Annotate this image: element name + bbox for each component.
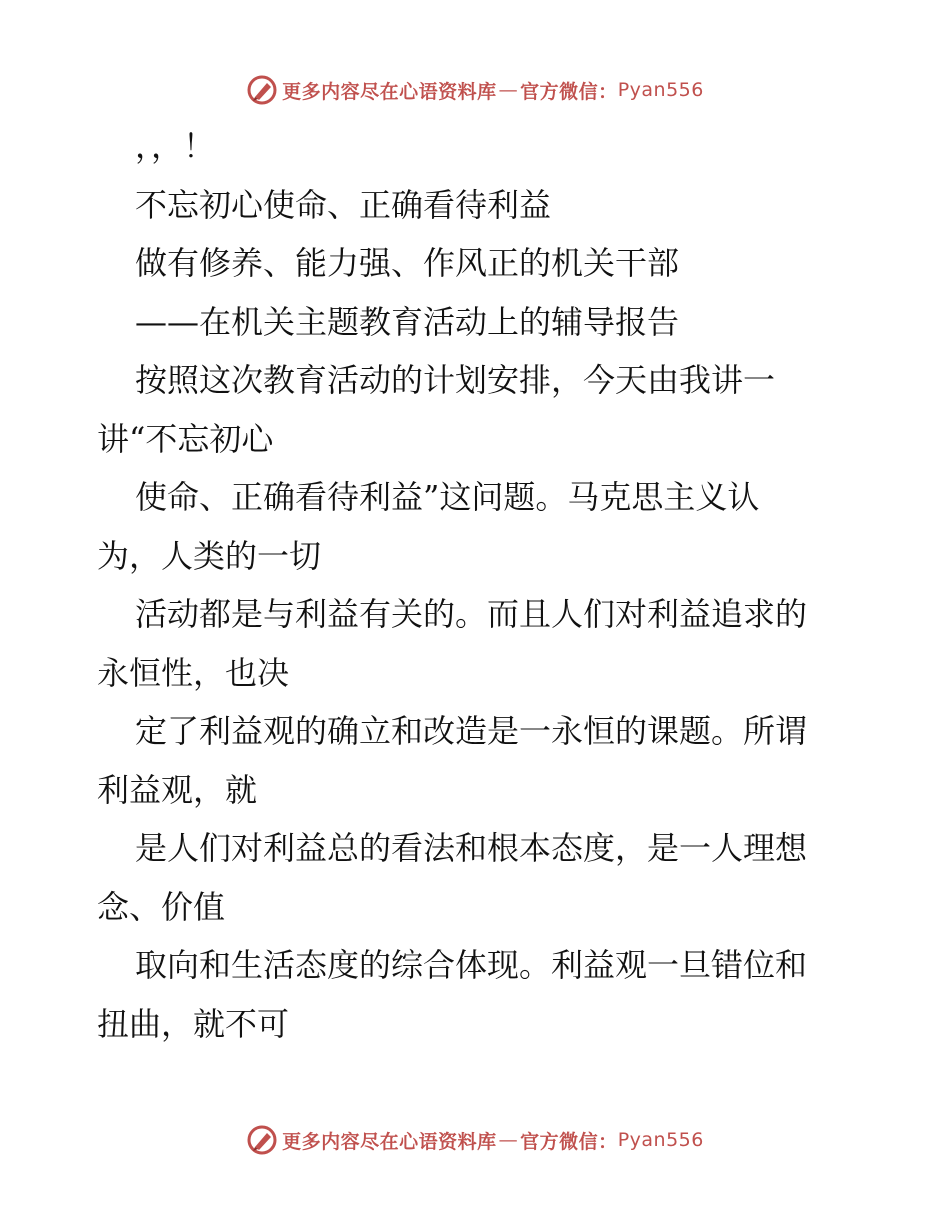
watermark-brand: 更多内容尽在心语资料库 <box>282 1130 497 1153</box>
watermark-separator: — <box>498 1129 519 1151</box>
pen-logo-icon <box>246 74 278 106</box>
paragraph-line: 活动都是与利益有关的。而且人们对利益追求的 <box>135 595 808 633</box>
paragraph-line: 扭曲，就不可 <box>97 1004 290 1043</box>
watermark-wechat-id: Pyan556 <box>617 79 704 101</box>
paragraph-line: 讲“不忘初心 <box>97 419 274 458</box>
paragraph-line: 是人们对利益总的看法和根本态度，是一人理想 <box>135 829 808 867</box>
paragraph-line: 不忘初心使命、正确看待利益 <box>135 185 552 224</box>
watermark-brand: 更多内容尽在心语资料库 <box>282 80 497 103</box>
watermark-label: 官方微信： <box>520 1130 618 1153</box>
watermark-label: 官方微信： <box>520 80 618 103</box>
paragraph-line: 做有修养、能力强、作风正的机关干部 <box>135 244 680 282</box>
paragraph-line: 念、价值 <box>97 887 226 926</box>
footer-watermark <box>0 1120 950 1160</box>
paragraph-line: 利益观，就 <box>97 770 258 809</box>
paragraph-line: 永恒性，也决 <box>97 653 290 692</box>
paragraph-line: ——在机关主题教育活动上的辅导报告 <box>135 302 680 341</box>
paragraph-line: 取向和生活态度的综合体现。利益观一旦错位和 <box>135 946 808 984</box>
paragraph-line: 为，人类的一切 <box>97 536 322 575</box>
document-body <box>97 117 857 1053</box>
watermark-separator: — <box>498 79 519 101</box>
paragraph-line: 按照这次教育活动的计划安排，今天由我讲一 <box>135 361 776 399</box>
watermark-wechat-id: Pyan556 <box>617 1129 704 1151</box>
header-watermark <box>0 70 950 110</box>
paragraph-line: ，，！ <box>135 127 216 165</box>
pen-logo-icon <box>246 1124 278 1156</box>
paragraph-line: 使命、正确看待利益”这问题。马克思主义认 <box>135 478 760 516</box>
paragraph-line: 定了利益观的确立和改造是一永恒的课题。所谓 <box>135 712 808 750</box>
